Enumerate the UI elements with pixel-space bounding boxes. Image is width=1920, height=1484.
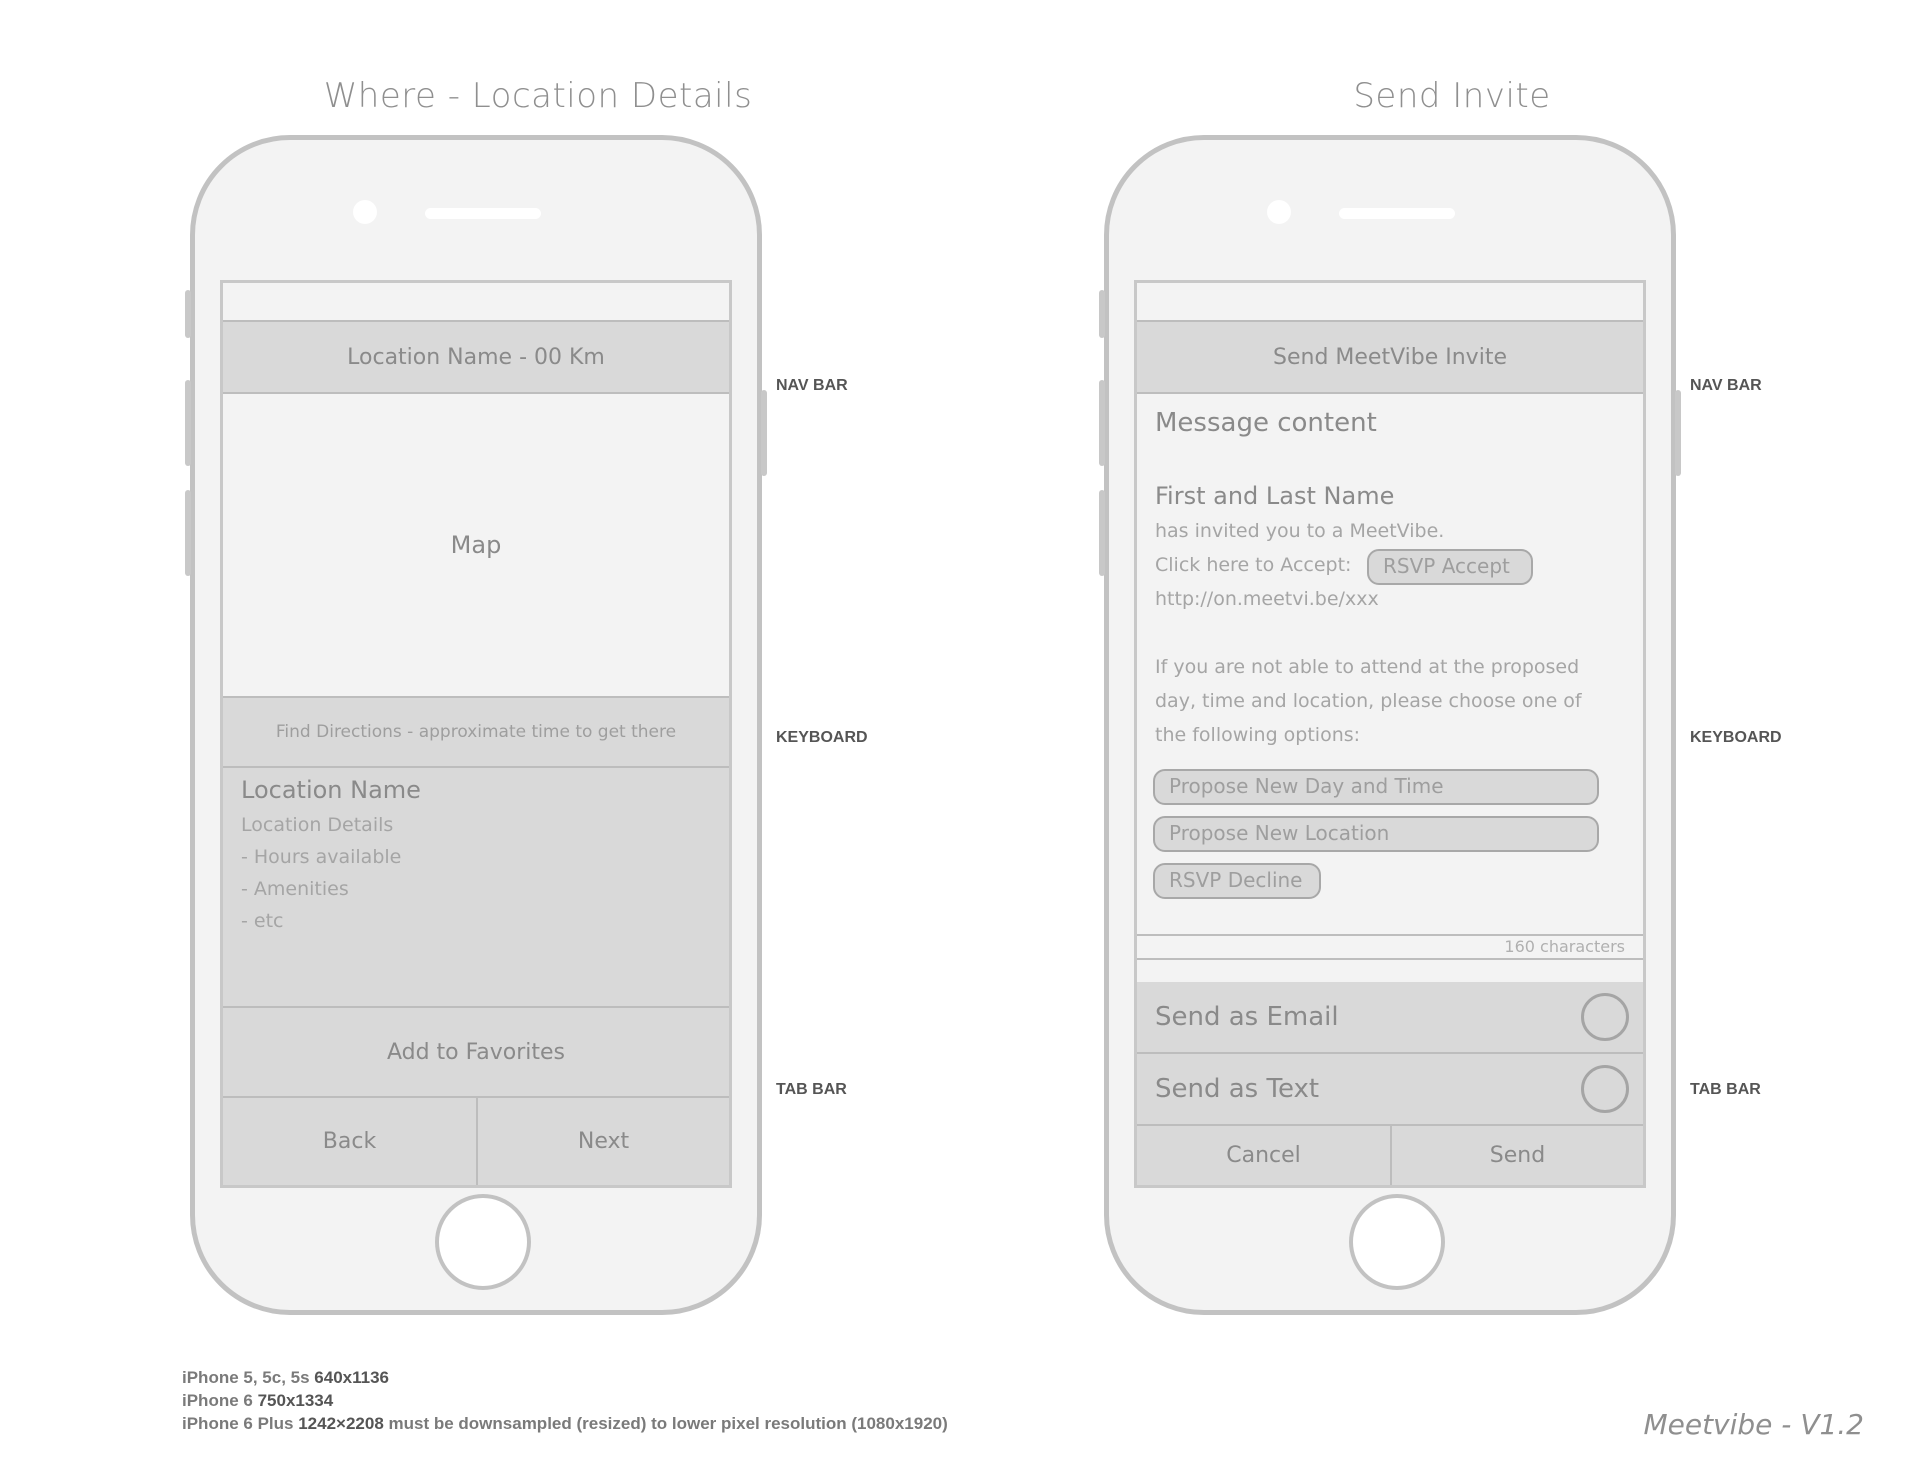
propose-new-location-button[interactable]: Propose New Location — [1153, 816, 1599, 852]
send-as-email-label: Send as Email — [1155, 1002, 1339, 1032]
earpiece-speaker — [425, 208, 541, 219]
volume-down-button — [185, 490, 191, 576]
location-details: Location Details — [241, 814, 394, 836]
cancel-button[interactable]: Cancel — [1137, 1126, 1392, 1185]
footer-line-2: iPhone 6 750x1334 — [182, 1391, 334, 1410]
home-button[interactable] — [1349, 1194, 1445, 1290]
screen-title-invite: Send Invite — [1353, 76, 1551, 116]
volume-up-button — [1099, 380, 1105, 466]
front-camera — [353, 200, 377, 224]
map-area[interactable]: Map — [223, 394, 729, 698]
nav-bar-label-left: NAV BAR — [776, 377, 848, 394]
screen-title-location: Where - Location Details — [323, 76, 753, 116]
keyboard-label-left: KEYBOARD — [776, 729, 868, 746]
front-camera — [1267, 200, 1291, 224]
tab-bar-label-right: TAB BAR — [1690, 1081, 1761, 1098]
power-button — [761, 390, 767, 476]
keyboard-label-right: KEYBOARD — [1690, 729, 1782, 746]
hours-available: - Hours available — [241, 846, 402, 868]
status-bar — [1137, 283, 1643, 322]
mute-switch — [185, 290, 191, 338]
location-info-panel — [223, 768, 729, 1008]
send-as-email-row[interactable] — [1137, 982, 1643, 1054]
not-able-line-1: If you are not able to attend at the proposed — [1155, 656, 1580, 678]
nav-bar-label-right: NAV BAR — [1690, 377, 1762, 394]
invited-line: has invited you to a MeetVibe. — [1155, 520, 1445, 542]
find-directions-button[interactable]: Find Directions - approximate time to get there — [223, 698, 729, 768]
add-to-favorites-button[interactable]: Add to Favorites — [223, 1008, 729, 1098]
message-heading: Message content — [1155, 408, 1377, 438]
phone-frame-location — [190, 135, 762, 1315]
footer-line-3: iPhone 6 Plus 1242×2208 must be downsampled (resized) to lower pixel resolution (1080x1920) — [182, 1414, 948, 1433]
earpiece-speaker — [1339, 208, 1455, 219]
invite-url[interactable]: http://on.meetvi.be/xxx — [1155, 588, 1379, 610]
volume-up-button — [185, 380, 191, 466]
back-button[interactable]: Back — [223, 1098, 478, 1185]
version-label: Meetvibe - V1.2 — [1643, 1408, 1864, 1441]
message-content-area — [1137, 394, 1643, 934]
send-button[interactable]: Send — [1392, 1126, 1643, 1185]
click-to-accept-line: Click here to Accept: — [1155, 554, 1352, 576]
screen-location — [220, 280, 732, 1188]
send-as-email-radio[interactable] — [1581, 993, 1629, 1041]
mute-switch — [1099, 290, 1105, 338]
nav-bar: Location Name - 00 Km — [223, 322, 729, 394]
inviter-name: First and Last Name — [1155, 482, 1395, 510]
rsvp-decline-button[interactable]: RSVP Decline — [1153, 863, 1321, 899]
send-as-text-label: Send as Text — [1155, 1074, 1320, 1104]
rsvp-accept-button[interactable]: RSVP Accept — [1367, 549, 1533, 585]
nav-bar: Send MeetVibe Invite — [1137, 322, 1643, 394]
status-bar — [223, 283, 729, 322]
send-as-text-row[interactable] — [1137, 1054, 1643, 1126]
etc-item: - etc — [241, 910, 284, 932]
not-able-line-2: day, time and location, please choose one of — [1155, 690, 1582, 712]
amenities: - Amenities — [241, 878, 349, 900]
send-as-text-radio[interactable] — [1581, 1065, 1629, 1113]
volume-down-button — [1099, 490, 1105, 576]
power-button — [1675, 390, 1681, 476]
next-button[interactable]: Next — [478, 1098, 729, 1185]
propose-new-day-button[interactable]: Propose New Day and Time — [1153, 769, 1599, 805]
screen-invite — [1134, 280, 1646, 1188]
location-name: Location Name — [241, 776, 421, 804]
tab-bar-label-left: TAB BAR — [776, 1081, 847, 1098]
character-count: 160 characters — [1137, 934, 1643, 960]
home-button[interactable] — [435, 1194, 531, 1290]
not-able-line-3: the following options: — [1155, 724, 1361, 746]
footer-line-1: iPhone 5, 5c, 5s 640x1136 — [182, 1368, 389, 1387]
phone-frame-invite — [1104, 135, 1676, 1315]
